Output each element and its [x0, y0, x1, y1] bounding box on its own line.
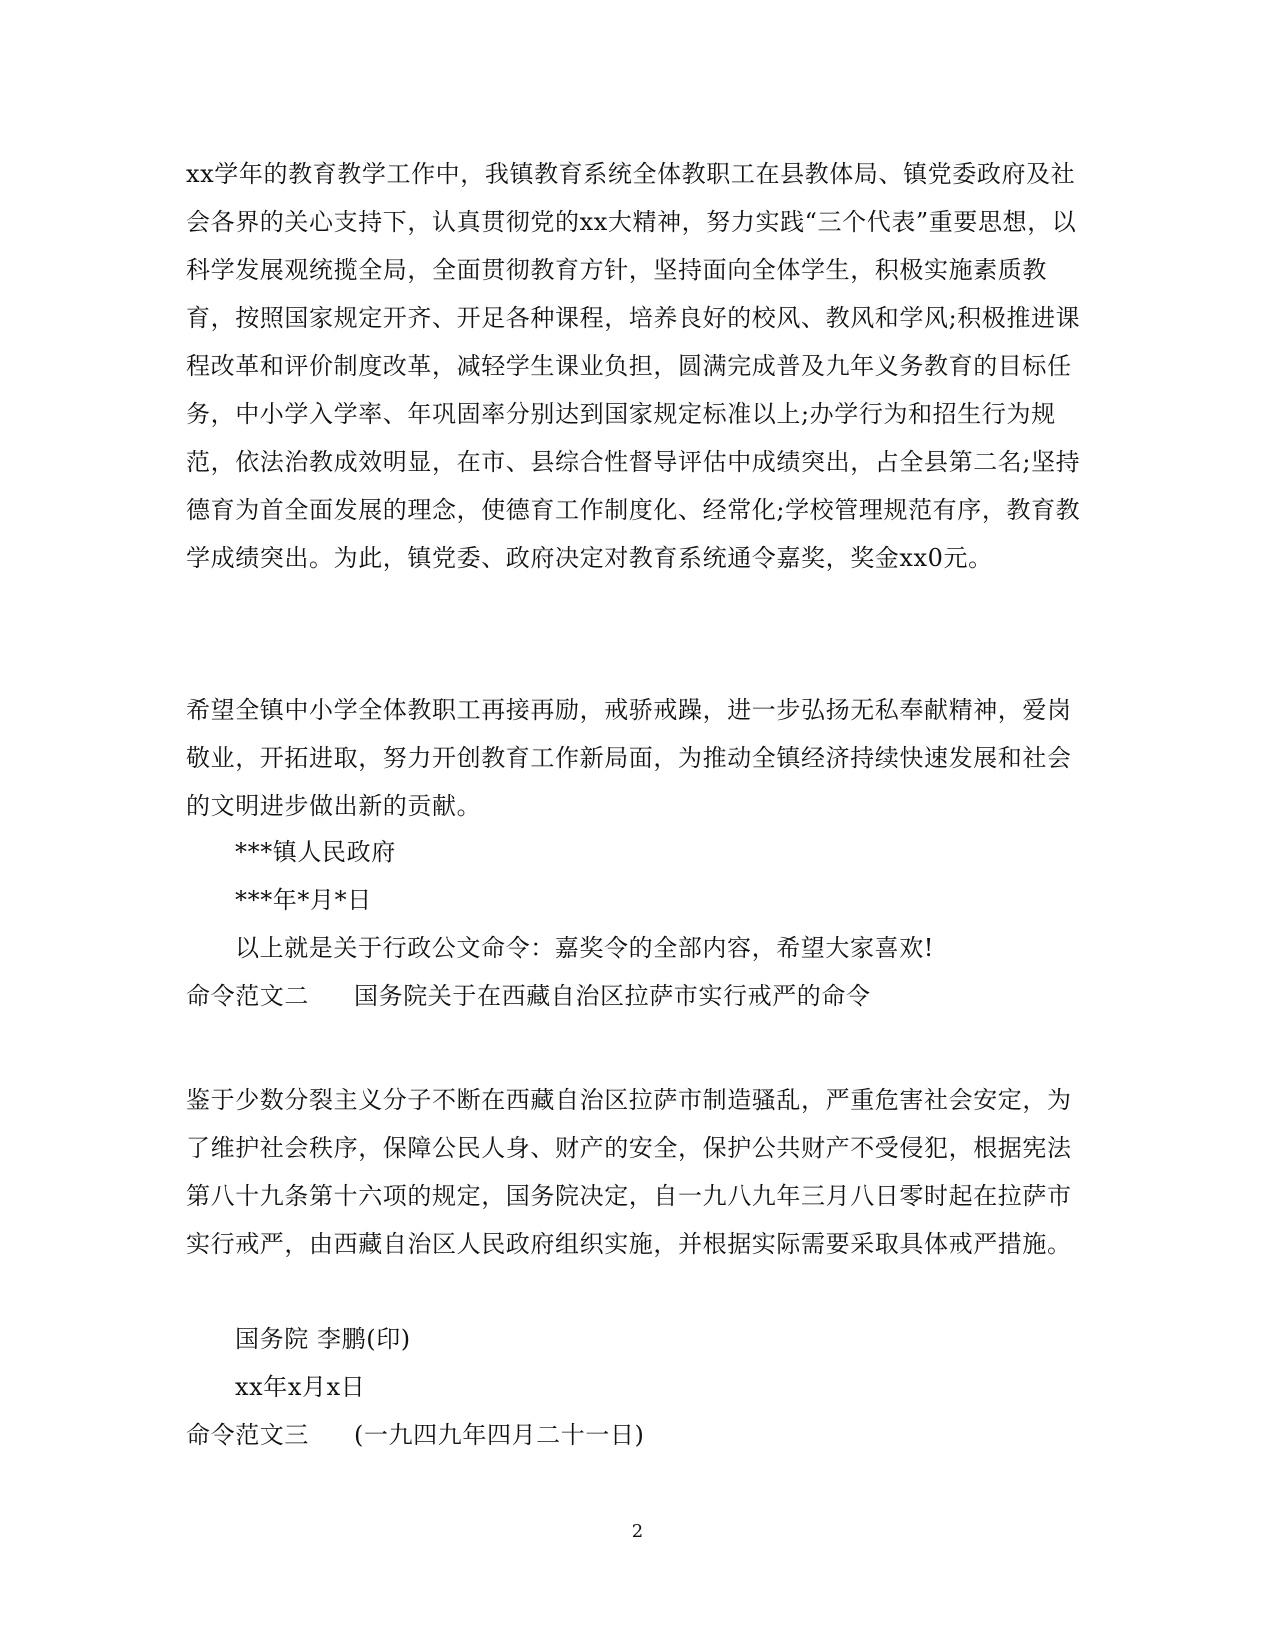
heading-number: 命令范文二: [186, 982, 309, 1010]
paragraph-martial-law: 鉴于少数分裂主义分子不断在西藏自治区拉萨市制造骚乱，严重危害社会安定，为了维护社会秩序，保障公民人身、财产的安全，保护公共财产不受侵犯，根据宪法第八十九条第十六项的规定，国务院决定，自一九八九年三月八日零时起在拉萨市实行戒严，由西藏自治区人民政府组织实施，并根据实际需要采取具体戒严措施。: [186, 1086, 1072, 1258]
heading-title: 国务院关于在西藏自治区拉萨市实行戒严的命令: [354, 982, 871, 1010]
signature-date: xx年x月x日: [235, 1373, 366, 1401]
heading-title: (一九四九年四月二十一日): [354, 1421, 645, 1449]
heading-sample-three: [186, 1411, 645, 1459]
paragraph-hope: 希望全镇中小学全体教职工再接再励，戒骄戒躁，进一步弘扬无私奉献精神，爱岗敬业，开拓进取，努力开创教育工作新局面，为推动全镇经济持续快速发展和社会的文明进步做出新的贡献。: [186, 696, 1072, 820]
heading-number: 命令范文三: [186, 1421, 309, 1449]
signature-state-council: 国务院 李鹏(印): [235, 1325, 411, 1353]
closing-remark: 以上就是关于行政公文命令：嘉奖令的全部内容，希望大家喜欢!: [235, 934, 935, 962]
signature-town-government: ***镇人民政府: [235, 838, 396, 866]
page-number: 2: [631, 1521, 644, 1542]
paragraph-commendation: xx学年的教育教学工作中，我镇教育系统全体教职工在县教体局、镇党委政府及社会各界的关心支持下，认真贯彻党的xx大精神，努力实践“三个代表”重要思想，以科学发展观统揽全局，全面贯彻教育方针，坚持面向全体学生，积极实施素质教育，按照国家规定开齐、开足各种课程，培养良好的校风、教风和学风;积极推进课程改革和评价制度改革，减轻学生课业负担，圆满完成普及九年义务教育的目标任务，中小学入学率、年巩固率分别达到国家规定标准以上;办学行为和招生行为规范，依法治教成效明显，在市、县综合性督导评估中成绩突出，占全县第二名;坚持德育为首全面发展的理念，使德育工作制度化、经常化;学校管理规范有序，教育教学成绩突出。为此，镇党委、政府决定对教育系统通令嘉奖，奖金xx0元。: [186, 160, 1081, 572]
heading-sample-two: [186, 972, 871, 1020]
signature-date: ***年*月*日: [235, 886, 372, 914]
